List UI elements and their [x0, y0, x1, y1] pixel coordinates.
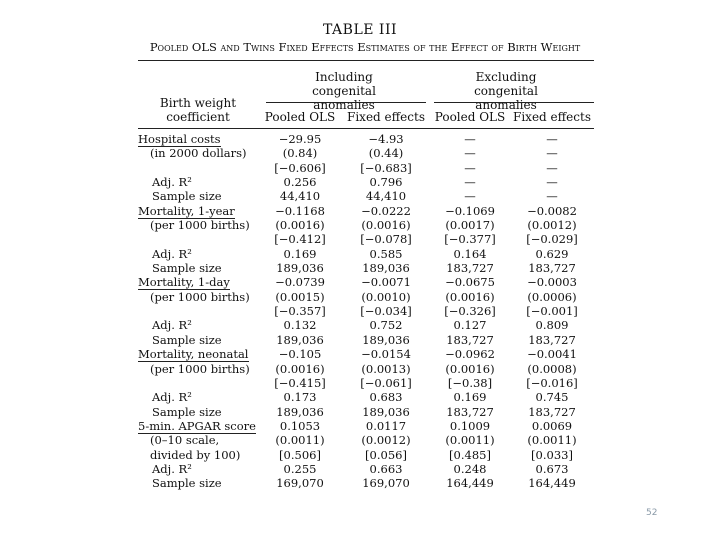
table-row — [138, 261, 594, 275]
table-row — [138, 132, 594, 146]
table-cell: 183,727 — [528, 404, 576, 419]
row-label: Sample size — [152, 189, 222, 204]
table-cell: 0.673 — [535, 461, 569, 476]
table-cell: (0.0017) — [445, 218, 495, 233]
table-subtitle: Pooled OLS and Twins Fixed Effects Estimates of the Effect of Birth Weight — [149, 40, 581, 54]
table-cell: −0.0154 — [361, 347, 411, 362]
table-cell: 0.132 — [283, 318, 317, 333]
group-rule-including — [266, 102, 426, 103]
row-label: (0–10 scale, — [150, 433, 220, 448]
row-label: divided by 100) — [150, 447, 241, 462]
table-cell: (0.0016) — [445, 361, 495, 376]
table-cell: (0.0016) — [445, 289, 495, 304]
table-body — [138, 132, 594, 491]
table-cell: — — [464, 132, 476, 146]
table-row — [138, 405, 594, 419]
table-cell: (0.0013) — [361, 361, 411, 376]
row-label: (per 1000 births) — [150, 289, 250, 304]
row-label: (in 2000 dollars) — [150, 146, 247, 161]
table-cell: 0.663 — [369, 461, 403, 476]
table-cell: [0.056] — [365, 447, 407, 462]
table-cell: 183,727 — [446, 404, 494, 419]
row-section-label: Mortality, 1-day — [138, 275, 230, 290]
table-row — [138, 362, 594, 376]
row-section-label: Mortality, 1-year — [138, 203, 235, 218]
table-row — [138, 232, 594, 246]
table-cell: 0.683 — [369, 390, 403, 405]
table-row — [138, 189, 594, 203]
table-cell: −0.1168 — [275, 203, 325, 218]
row-label: Adj. R² — [152, 175, 192, 190]
table-cell: 0.745 — [535, 390, 569, 405]
row-label: Adj. R² — [152, 318, 192, 333]
table-row — [138, 462, 594, 476]
table-row — [138, 204, 594, 218]
table-cell: [0.033] — [531, 447, 573, 462]
table-cell: (0.0012) — [361, 433, 411, 448]
table-cell: 0.164 — [453, 246, 487, 261]
group-header-including: Including congenital anomalies — [312, 70, 376, 112]
table-cell: 0.127 — [453, 318, 487, 333]
row-section-label: Hospital costs — [138, 132, 221, 146]
table-row — [138, 218, 594, 232]
row-label: Sample size — [152, 476, 222, 491]
table-cell: 0.248 — [453, 461, 487, 476]
table-row — [138, 476, 594, 490]
row-label: Adj. R² — [152, 461, 192, 476]
table-row — [138, 304, 594, 318]
table-row — [138, 390, 594, 404]
table-cell: 189,036 — [362, 404, 410, 419]
table-cell: 189,036 — [362, 261, 410, 276]
table-cell: [−0.078] — [360, 232, 412, 247]
table-cell: — — [546, 132, 558, 146]
row-label: Sample size — [152, 261, 222, 276]
table-cell: (0.84) — [282, 146, 318, 161]
table-cell: −0.1069 — [445, 203, 495, 218]
table-cell: 183,727 — [446, 261, 494, 276]
table-cell: — — [464, 146, 476, 161]
table-cell: [−0.415] — [274, 375, 326, 390]
table-cell: (0.0010) — [361, 289, 411, 304]
table-cell: 0.629 — [535, 246, 569, 261]
table-cell: (0.0016) — [275, 361, 325, 376]
table-cell: (0.0012) — [527, 218, 577, 233]
table-row — [138, 318, 594, 332]
table-cell: 169,070 — [276, 476, 324, 491]
table-row — [138, 247, 594, 261]
table-cell: 189,036 — [276, 404, 324, 419]
row-label: Adj. R² — [152, 246, 192, 261]
table-cell: [−0.412] — [274, 232, 326, 247]
table-cell: [−0.326] — [444, 304, 496, 319]
table-cell: 0.255 — [283, 461, 317, 476]
table-title: TABLE III — [322, 22, 398, 38]
table-cell: — — [464, 160, 476, 175]
table-cell: (0.0008) — [527, 361, 577, 376]
table-cell: — — [464, 175, 476, 190]
table-cell: 0.796 — [369, 175, 403, 190]
table-row — [138, 376, 594, 390]
table-cell: 164,449 — [528, 476, 576, 491]
table-cell: −0.0222 — [361, 203, 411, 218]
table-cell: — — [546, 146, 558, 161]
table-cell: [−0.357] — [274, 304, 326, 319]
table-cell: 169,070 — [362, 476, 410, 491]
table-cell: (0.0011) — [527, 433, 577, 448]
table-cell: 0.0069 — [531, 418, 573, 433]
table-cell: — — [546, 175, 558, 190]
table-row — [138, 146, 594, 160]
group-header-excluding: Excluding congenital anomalies — [474, 70, 538, 112]
table-cell: [−0.061] — [360, 375, 412, 390]
row-label: (per 1000 births) — [150, 218, 250, 233]
table-cell: 0.256 — [283, 175, 317, 190]
row-section-label: Mortality, neonatal — [138, 347, 249, 362]
table-cell: 0.1009 — [449, 418, 491, 433]
table-cell: 189,036 — [276, 332, 324, 347]
column-header: Fixed effects — [347, 110, 425, 124]
table-cell: 0.0117 — [365, 418, 407, 433]
table-cell: 189,036 — [276, 261, 324, 276]
column-header: Fixed effects — [513, 110, 591, 124]
table-cell: (0.0011) — [445, 433, 495, 448]
row-section-label: 5-min. APGAR score — [138, 418, 256, 433]
table-cell: [−0.38] — [447, 375, 493, 390]
table-cell: −0.0675 — [445, 275, 495, 290]
table-cell: −0.0041 — [527, 347, 577, 362]
table-row — [138, 175, 594, 189]
table-cell: (0.0006) — [527, 289, 577, 304]
row-label: Adj. R² — [152, 390, 192, 405]
table-cell: 44,410 — [279, 189, 321, 204]
table-cell: (0.0015) — [275, 289, 325, 304]
table-cell: [−0.029] — [526, 232, 578, 247]
table-row — [138, 448, 594, 462]
table-row — [138, 161, 594, 175]
table-row — [138, 433, 594, 447]
table-cell: [−0.606] — [274, 160, 326, 175]
table-cell: −0.105 — [278, 347, 322, 362]
table-cell: 183,727 — [528, 332, 576, 347]
row-label: Sample size — [152, 404, 222, 419]
table-cell: −0.0962 — [445, 347, 495, 362]
table-cell: [−0.377] — [444, 232, 496, 247]
table-row — [138, 290, 594, 304]
table-cell: 0.173 — [283, 390, 317, 405]
table-row — [138, 347, 594, 361]
table-cell: 0.752 — [369, 318, 403, 333]
table-cell: [−0.001] — [526, 304, 578, 319]
table-cell: 0.169 — [453, 390, 487, 405]
group-rule-excluding — [434, 102, 594, 103]
table-cell: [−0.683] — [360, 160, 412, 175]
table-cell: — — [546, 160, 558, 175]
table-cell: −29.95 — [278, 132, 322, 146]
table-row — [138, 275, 594, 289]
table-cell: 164,449 — [446, 476, 494, 491]
table-cell: 183,727 — [446, 332, 494, 347]
row-label: (per 1000 births) — [150, 361, 250, 376]
table-cell: −4.93 — [368, 132, 404, 146]
table-cell: [−0.034] — [360, 304, 412, 319]
table-cell: (0.0011) — [275, 433, 325, 448]
table-cell: 44,410 — [365, 189, 407, 204]
table-cell: [0.485] — [449, 447, 491, 462]
table-cell: 189,036 — [362, 332, 410, 347]
row-label: Sample size — [152, 332, 222, 347]
table-cell: −0.0071 — [361, 275, 411, 290]
table-cell: 183,727 — [528, 261, 576, 276]
table-cell: 0.809 — [535, 318, 569, 333]
table-cell: — — [464, 189, 476, 204]
page-number: 52 — [646, 508, 658, 518]
column-header: Pooled OLS — [264, 110, 336, 124]
table-cell: −0.0739 — [275, 275, 325, 290]
table-cell: (0.0016) — [275, 218, 325, 233]
table-cell: — — [546, 189, 558, 204]
table-cell: (0.0016) — [361, 218, 411, 233]
table-cell: 0.169 — [283, 246, 317, 261]
table-row — [138, 419, 594, 433]
table-cell: 0.1053 — [279, 418, 321, 433]
table-cell: −0.0082 — [527, 203, 577, 218]
table-cell: (0.44) — [368, 146, 404, 161]
table-cell: [0.506] — [279, 447, 321, 462]
row-header: Birth weight coefficient — [159, 96, 237, 124]
column-header: Pooled OLS — [434, 110, 506, 124]
header-rule — [138, 128, 594, 129]
table-cell: [−0.016] — [526, 375, 578, 390]
table-row — [138, 333, 594, 347]
table-cell: 0.585 — [369, 246, 403, 261]
table-cell: −0.0003 — [527, 275, 577, 290]
top-rule — [138, 60, 594, 61]
